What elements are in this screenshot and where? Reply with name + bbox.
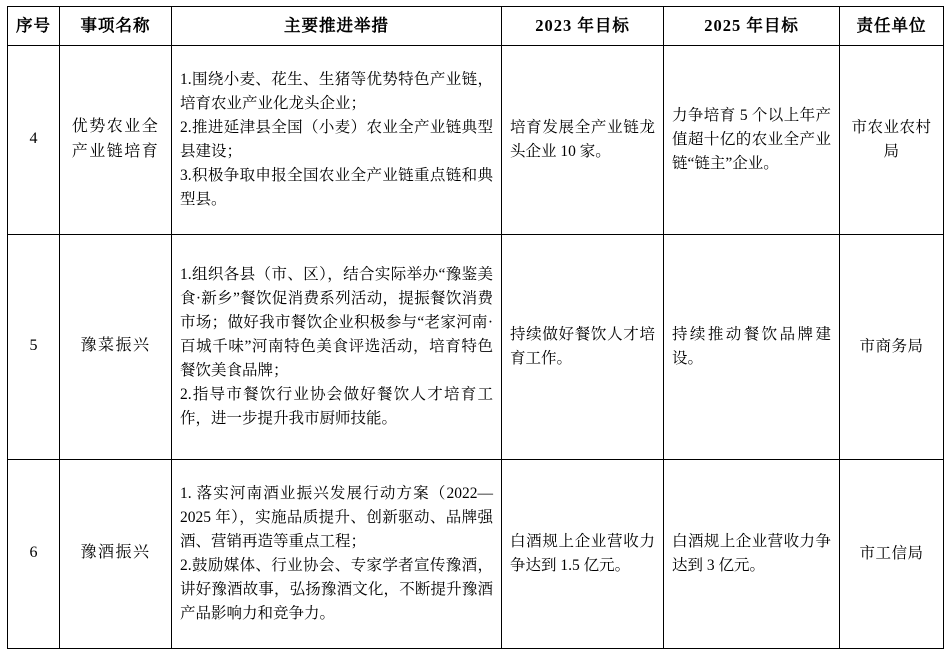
cell-target-2025: 力争培育 5 个以上年产值超十亿的农业全产业链“链主”企业。 — [664, 45, 840, 234]
cell-measures — [172, 459, 502, 648]
table-header — [8, 7, 944, 46]
cell-no: 5 — [8, 234, 60, 459]
measure-line: 2.指导市餐饮行业协会做好餐饮人才培育工作，进一步提升我市厨师技能。 — [180, 385, 493, 427]
measure-line: 2.鼓励媒体、行业协会、专家学者宣传豫酒，讲好豫酒故事，弘扬豫酒文化，不断提升豫酒产品影响力和竞争力。 — [180, 556, 493, 622]
column-header-unit: 责任单位 — [840, 7, 944, 46]
measure-line: 3.积极争取申报全国农业全产业链重点链和典型县。 — [180, 166, 493, 208]
table-body — [8, 45, 944, 648]
measure-line: 1.组织各县（市、区），结合实际举办“豫鉴美食·新乡”餐饮促消费系列活动，提振餐饮消费市场；做好我市餐饮企业积极参与“老家河南·百城千味”河南特色美食评选活动，培育特色餐饮美食品牌； — [180, 265, 493, 379]
cell-item-name: 豫酒振兴 — [60, 459, 172, 648]
cell-no: 4 — [8, 45, 60, 234]
table-row — [8, 459, 944, 648]
cell-target-2025: 持续推动餐饮品牌建设。 — [664, 234, 840, 459]
table-row — [8, 45, 944, 234]
cell-no: 6 — [8, 459, 60, 648]
cell-responsible-unit: 市商务局 — [840, 234, 944, 459]
cell-target-2023: 白酒规上企业营收力争达到 1.5 亿元。 — [502, 459, 664, 648]
table-row — [8, 234, 944, 459]
column-header-target-2023: 2023 年目标 — [502, 7, 664, 46]
cell-measures — [172, 45, 502, 234]
cell-target-2023: 培育发展全产业链龙头企业 10 家。 — [502, 45, 664, 234]
measure-line: 1.围绕小麦、花生、生猪等优势特色产业链，培育农业产业化龙头企业； — [180, 70, 493, 112]
column-header-measures: 主要推进举措 — [172, 7, 502, 46]
cell-responsible-unit: 市农业农村局 — [840, 45, 944, 234]
cell-target-2025: 白酒规上企业营收力争达到 3 亿元。 — [664, 459, 840, 648]
measure-line: 1. 落实河南酒业振兴发展行动方案（2022—2025 年），实施品质提升、创新驱动、品牌强酒、营销再造等重点工程； — [180, 484, 493, 550]
cell-item-name: 优势农业全产业链培育 — [60, 45, 172, 234]
cell-responsible-unit: 市工信局 — [840, 459, 944, 648]
plan-table — [7, 6, 944, 649]
column-header-target-2025: 2025 年目标 — [664, 7, 840, 46]
column-header-name: 事项名称 — [60, 7, 172, 46]
cell-item-name: 豫菜振兴 — [60, 234, 172, 459]
cell-measures — [172, 234, 502, 459]
table-header-row — [8, 7, 944, 46]
cell-target-2023: 持续做好餐饮人才培育工作。 — [502, 234, 664, 459]
measure-line: 2.推进延津县全国（小麦）农业全产业链典型县建设； — [180, 118, 493, 160]
column-header-no: 序号 — [8, 7, 60, 46]
